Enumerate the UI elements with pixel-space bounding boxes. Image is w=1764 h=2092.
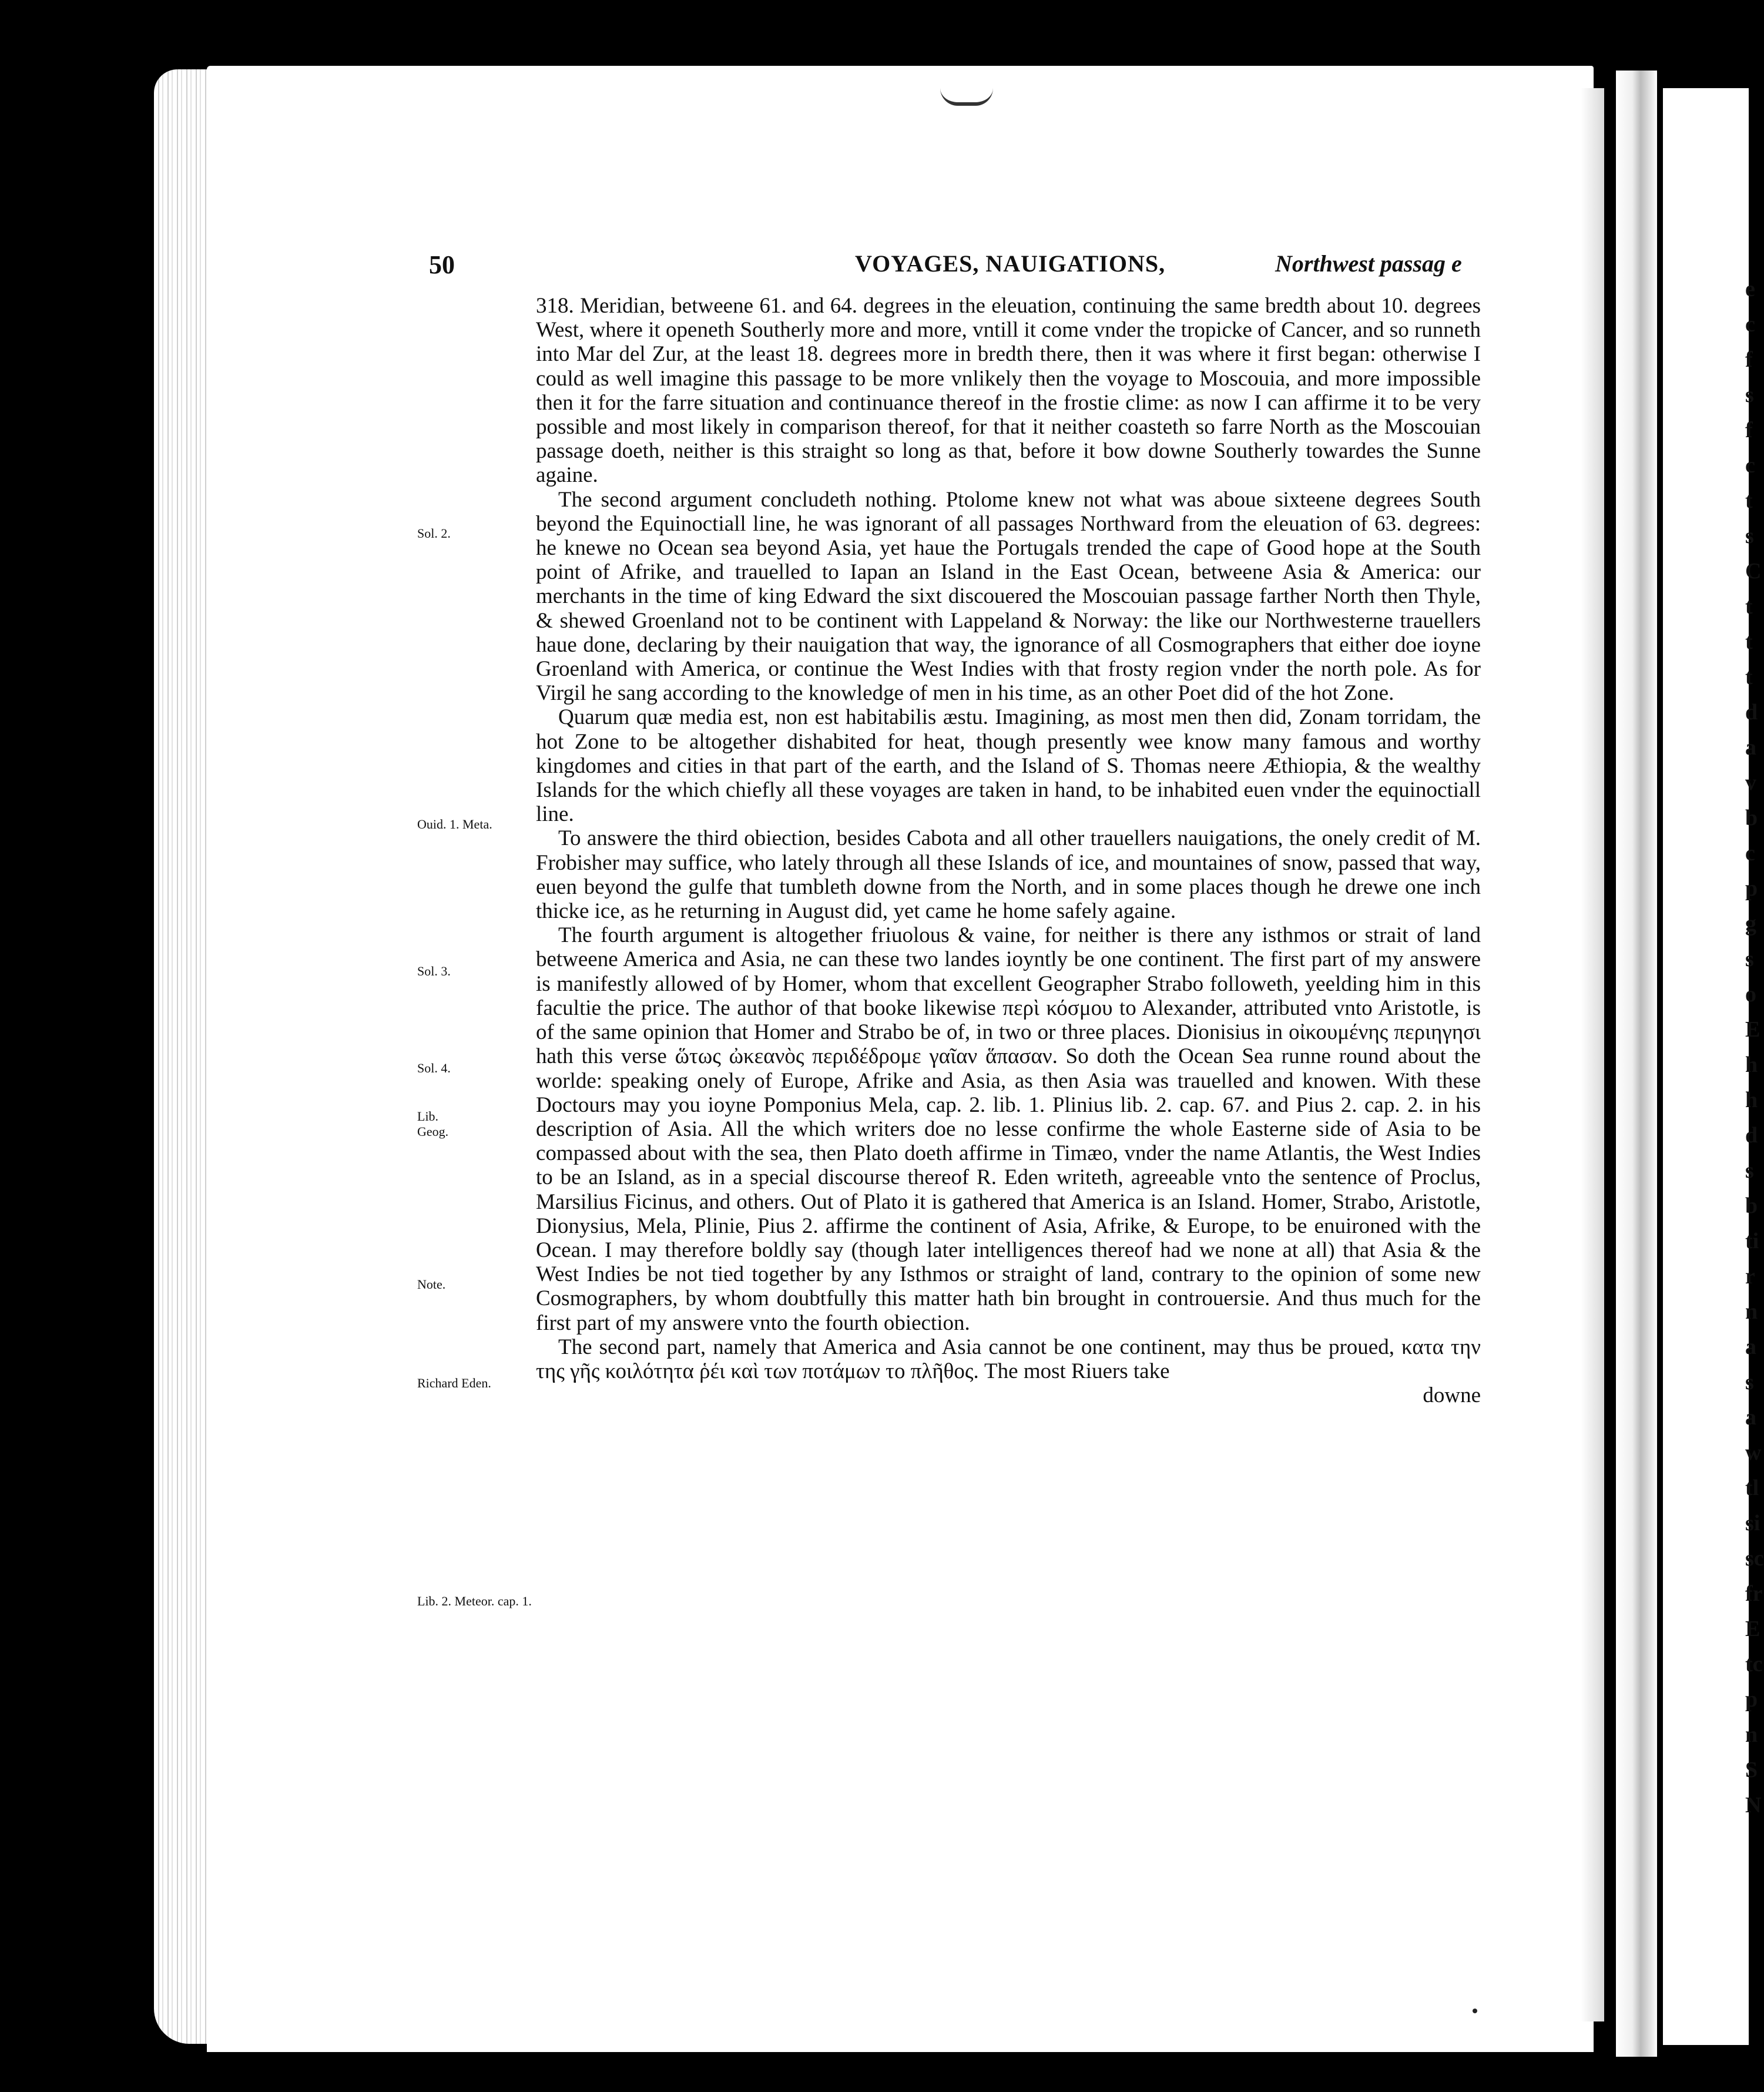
facing-page-letter: c <box>1745 312 1755 337</box>
paragraph: To answere the third obiection, besides Cabota and all other trauellers nauigations, the onely credit of M. Frobisher may suffice, who lately through all these Islands of ice, and mountaines of snow, passed that way, euen beyond the gulfe that tumbleth downe from the North, and in some places though he drewe one inch thicke ice, as he returning in August did, yet came he home safely againe. <box>536 826 1481 924</box>
margin-note: Sol. 3. <box>417 964 451 978</box>
facing-page-fragment <box>1663 88 1764 2045</box>
facing-page-letter: n <box>1745 1722 1758 1747</box>
paragraph: The second argument concludeth nothing. Ptolome knew not what was aboue sixteene degrees South beyond the Equinoctiall line, he was ignorant of all passages Northward from the eleuation of 63. degrees: he knewe no Ocean sea beyond Asia, yet haue the Portugals trended the cape of Good hope at the South point of Afrike, and trauelled to Iapan an Island in the East Ocean, betweene Asia & America: our merchants in the time of king Edward the sixt discouered the Moscouian passage farther North then Thyle, & shewed Groenland not to be continent with Lappeland & Norway: the like our Northwesterne trauellers haue done, declaring by their nauigation that way, the ignorance of all Cosmographers that either doe ioyne Groenland with America, or continue the West Indies with that frosty region vnder the north pole. As for Virgil he sang according to the knowledge of men in his time, as an other Poet did of the hot Zone. <box>536 487 1481 706</box>
margin-note: Note. <box>417 1277 446 1292</box>
facing-page-letter: d <box>1745 700 1758 725</box>
margin-note: Ouid. 1. Meta. <box>417 817 492 832</box>
book-gutter <box>1616 71 1657 2057</box>
facing-page-letter: f <box>1745 347 1753 372</box>
facing-page-letter: b <box>1745 1193 1758 1218</box>
paragraph: The second part, namely that America and Asia cannot be one continent, may thus be proued, κατα την της γῆς κοιλότητα ῥέι καὶ των ποτάμων το πλῆθος. The most Riuers take <box>536 1335 1481 1383</box>
facing-page-letter: tc <box>1745 1652 1763 1677</box>
facing-page-letter: a <box>1745 735 1756 760</box>
facing-page-letter: r <box>1745 1264 1755 1289</box>
facing-page-letter: C <box>1745 559 1762 584</box>
page-shadow <box>1581 88 1604 2021</box>
facing-page-letter: E <box>1745 1617 1760 1641</box>
ink-dot <box>1473 2009 1477 2013</box>
catchword: downe <box>1423 1383 1481 1408</box>
paragraph: Quarum quæ media est, non est habitabilis æstu. Imagining, as most men then did, Zonam torridam, the hot Zone to be altogether dishabited for heat, though presently wee know many famous and worthy kingdomes and cities in that part of the earth, and the Island of S. Thomas neere Æthiopia, & the wealthy Islands for the which chiefly all these voyages are taken in hand, to be inhabited euen vnder the equinoctiall line. <box>536 705 1481 827</box>
page-mark <box>940 82 993 106</box>
facing-page-letter: s <box>1745 1158 1754 1183</box>
running-head-title: VOYAGES, NAUIGATIONS, <box>855 250 1166 277</box>
facing-page-letter: h <box>1745 1088 1758 1112</box>
facing-page-letter: si <box>1745 1511 1760 1536</box>
facing-page-letter: p <box>1745 1687 1758 1712</box>
facing-page-letter: s <box>1745 524 1754 548</box>
margin-note: Richard Eden. <box>417 1376 491 1390</box>
body-text <box>536 294 1481 1407</box>
facing-page-letter: o <box>1745 982 1756 1007</box>
facing-page-letter: sc <box>1745 1546 1764 1571</box>
facing-page-letter: E <box>1745 1017 1760 1042</box>
facing-page-letter: tl <box>1745 1476 1759 1500</box>
facing-page-letter: t <box>1745 488 1753 513</box>
facing-page-letter: ti <box>1745 1229 1759 1253</box>
facing-page-letter: S <box>1745 1758 1758 1782</box>
facing-page-letter: d <box>1745 1123 1758 1148</box>
facing-page-letter: g <box>1745 911 1756 936</box>
margin-note: Lib. 2. Meteor. cap. 1. <box>417 1594 532 1608</box>
facing-page-letter: s <box>1745 1370 1754 1394</box>
facing-page-letter: N <box>1745 1793 1762 1818</box>
margin-note: Sol. 4. <box>417 1061 451 1075</box>
facing-page-letter: fr <box>1745 1581 1763 1606</box>
facing-page-letter: h <box>1745 1052 1758 1077</box>
facing-page-letter: s <box>1745 947 1754 971</box>
paragraph: 318. Meridian, betweene 61. and 64. degrees in the eleuation, continuing the same bredth about 10. degrees West, where it openeth Southerly more and more, vntill it come vnder the tropicke of Cancer, and so runneth into Mar del Zur, at the least 18. degrees more in bredth there, then it was where it first began: otherwise I could as well imagine this passage to be more vnlikely then the voyage to Moscouia, and more impossible then it for the farre situation and continuance thereof in the frostie clime: as now I can affirme it to be very possible and most likely in comparison thereof, for that it neither coasteth so farre North as the Moscouian passage doeth, neither is this straight so long as that, before it bow downe Southerly towardes the Sunne againe. <box>536 294 1481 488</box>
facing-page-letter: f <box>1745 418 1753 442</box>
facing-page-letter: a <box>1745 1405 1756 1430</box>
margin-notes <box>417 0 535 2092</box>
facing-page-letter: c <box>1745 841 1755 866</box>
margin-note: Lib. Geog. <box>417 1109 449 1139</box>
facing-page-letter: t <box>1745 594 1753 619</box>
facing-page-letter: a <box>1745 1335 1756 1359</box>
facing-page-letter: c <box>1745 453 1755 478</box>
facing-page-letter: w <box>1745 1440 1762 1465</box>
facing-page-letter: p <box>1745 876 1758 901</box>
facing-page-letter: b <box>1745 806 1758 830</box>
facing-page-letter: n <box>1745 1299 1758 1324</box>
facing-page-letter: t <box>1745 629 1753 654</box>
facing-page-letter: t <box>1745 665 1753 689</box>
page-number: 50 <box>429 250 455 279</box>
facing-page-letter: s <box>1745 383 1754 407</box>
facing-page-letter: e <box>1745 277 1755 301</box>
running-head-section: Northwest passag e <box>1275 250 1462 277</box>
paragraph: The fourth argument is altogether friuolous & vaine, for neither is there any isthmos or strait of land betweene America and Asia, ne can these two landes ioyntly be one continent. The first part of my answere is manifestly allowed of by Homer, whom that excellent Geographer Strabo followeth, yeelding him in this facultie the price. The author of that booke likewise περὶ κόσμου to Alexander, attributed vnto Aristotle, is of the same opinion that Homer and Strabo be of, in two or three places. Dionisius in οἰκουμένης περιηγησι hath this verse ὥτως ὠκεανὸς περιδέδρομε γαῖαν ἅπασαν. So doth the Ocean Sea runne round about the worlde: speaking onely of Europe, Afrike and Asia, as then Asia was trauelled and knowen. With these Doctours may you ioyne Pomponius Mela, cap. 2. lib. 1. Plinius lib. 2. cap. 67. and Pius 2. cap. 2. in his description of Asia. All the which writers doe no lesse confirme the whole Easterne side of Asia to be compassed about with the sea, then Plato doeth affirme in Timæo, vnder the name Atlantis, the West Indies to be an Island, as in a special discourse thereof R. Eden writeth, agreeable vnto the sentence of Proclus, Marsilius Ficinus, and others. Out of Plato it is gathered that America is an Island. Homer, Strabo, Aristotle, Dionysius, Mela, Plinie, Pius 2. affirme the continent of Asia, Afrike, & Europe, to be enuironed with the Ocean. I may therefore boldly say (though later intelligences thereof had we none at all) that Asia & the West Indies be not tied together by any Isthmos or straight of land, contrary to the opinion of some new Cosmographers, by whom doubtfully this matter hath bin brought in controuersie. And thus much for the first part of my answere vnto the fourth obiection. <box>536 923 1481 1335</box>
margin-note: Sol. 2. <box>417 526 451 541</box>
facing-page-letter: v <box>1745 770 1756 795</box>
